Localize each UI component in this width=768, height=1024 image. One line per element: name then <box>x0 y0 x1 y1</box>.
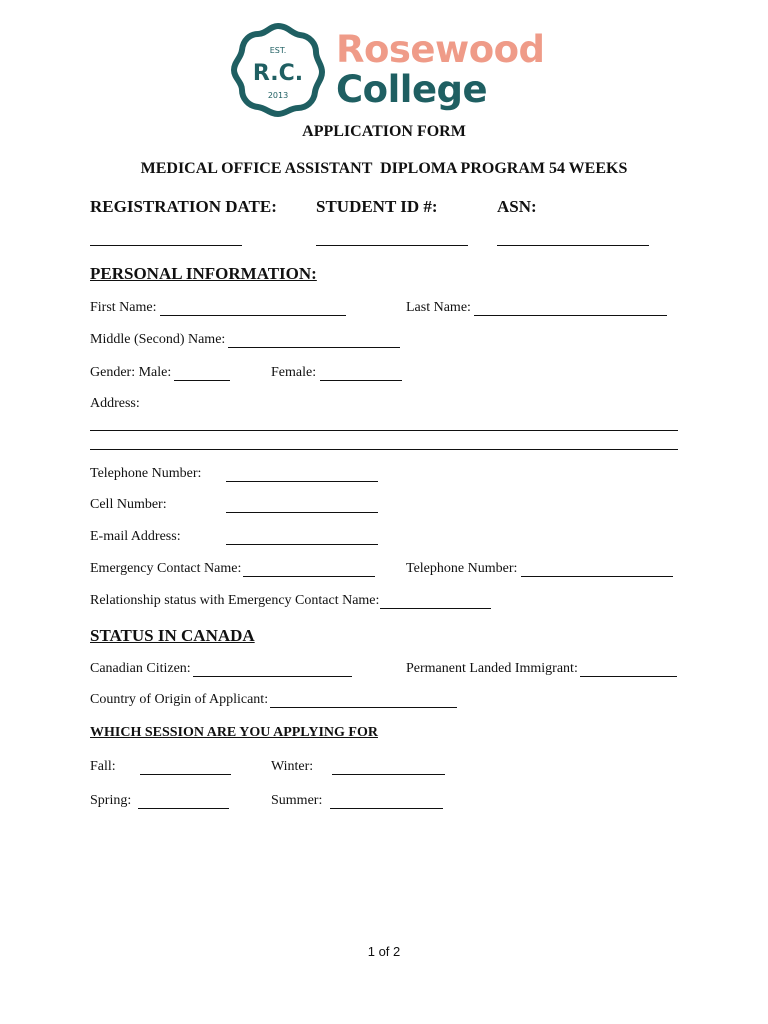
permanent-label: Permanent Landed Immigrant: <box>406 661 578 676</box>
badge-initials-text: R.C. <box>252 61 304 86</box>
gender-male-field[interactable] <box>174 380 230 381</box>
college-name <box>336 30 545 110</box>
emergency-name-field[interactable] <box>243 576 375 577</box>
student-id-field[interactable] <box>316 245 468 246</box>
female-label: Female: <box>271 365 317 380</box>
spring-field[interactable] <box>138 808 229 809</box>
last-name-label: Last Name: <box>406 300 471 315</box>
email-field[interactable] <box>226 544 378 545</box>
first-name-label: First Name: <box>90 300 157 315</box>
origin-label: Country of Origin of Applicant: <box>90 692 269 707</box>
citizen-field[interactable] <box>193 676 352 677</box>
relationship-field[interactable] <box>380 608 491 609</box>
page-number: 1 of 2 <box>367 944 401 959</box>
address-label: Address: <box>90 396 140 411</box>
session-heading: WHICH SESSION ARE YOU APPLYING FOR <box>90 725 378 740</box>
summer-label: Summer: <box>271 793 323 808</box>
relationship-label: Relationship status with Emergency Contact Name: <box>90 593 380 608</box>
badge-est-text: EST. <box>269 46 287 55</box>
cell-field[interactable] <box>226 512 378 513</box>
citizen-label: Canadian Citizen: <box>90 661 191 676</box>
winter-label: Winter: <box>271 759 314 774</box>
middle-name-field[interactable] <box>228 347 400 348</box>
last-name-field[interactable] <box>474 315 667 316</box>
cell-label: Cell Number: <box>90 497 167 512</box>
gender-male-label: Gender: Male: <box>90 365 172 380</box>
middle-name-label: Middle (Second) Name: <box>90 332 226 347</box>
summer-field[interactable] <box>330 808 443 809</box>
asn-label: ASN: <box>497 197 537 216</box>
registration-date-label: REGISTRATION DATE: <box>90 197 277 216</box>
address-line-2[interactable] <box>90 449 678 450</box>
fall-field[interactable] <box>140 774 231 775</box>
telephone-label: Telephone Number: <box>90 466 202 481</box>
origin-field[interactable] <box>270 707 457 708</box>
form-title: APPLICATION FORM <box>302 123 466 140</box>
personal-info-heading: PERSONAL INFORMATION: <box>90 264 317 283</box>
emergency-phone-field[interactable] <box>521 576 673 577</box>
emergency-name-label: Emergency Contact Name: <box>90 561 242 576</box>
spring-label: Spring: <box>90 793 132 808</box>
address-line-1[interactable] <box>90 430 678 431</box>
program-title: MEDICAL OFFICE ASSISTANT DIPLOMA PROGRAM 54 WEEKS <box>140 160 628 177</box>
permanent-field[interactable] <box>580 676 677 677</box>
winter-field[interactable] <box>332 774 445 775</box>
college-logo <box>230 18 550 118</box>
registration-date-field[interactable] <box>90 245 242 246</box>
fall-label: Fall: <box>90 759 116 774</box>
asn-field[interactable] <box>497 245 649 246</box>
email-label: E-mail Address: <box>90 529 181 544</box>
college-name-line2: College <box>336 68 488 111</box>
student-id-label: STUDENT ID #: <box>316 197 438 216</box>
telephone-field[interactable] <box>226 481 378 482</box>
emergency-phone-label: Telephone Number: <box>406 561 518 576</box>
female-field[interactable] <box>320 380 402 381</box>
status-heading: STATUS IN CANADA <box>90 626 255 645</box>
college-name-line1: Rosewood <box>336 28 545 71</box>
first-name-field[interactable] <box>160 315 346 316</box>
rosette-badge-icon <box>230 22 326 118</box>
badge-year-text: 2013 <box>267 91 289 100</box>
